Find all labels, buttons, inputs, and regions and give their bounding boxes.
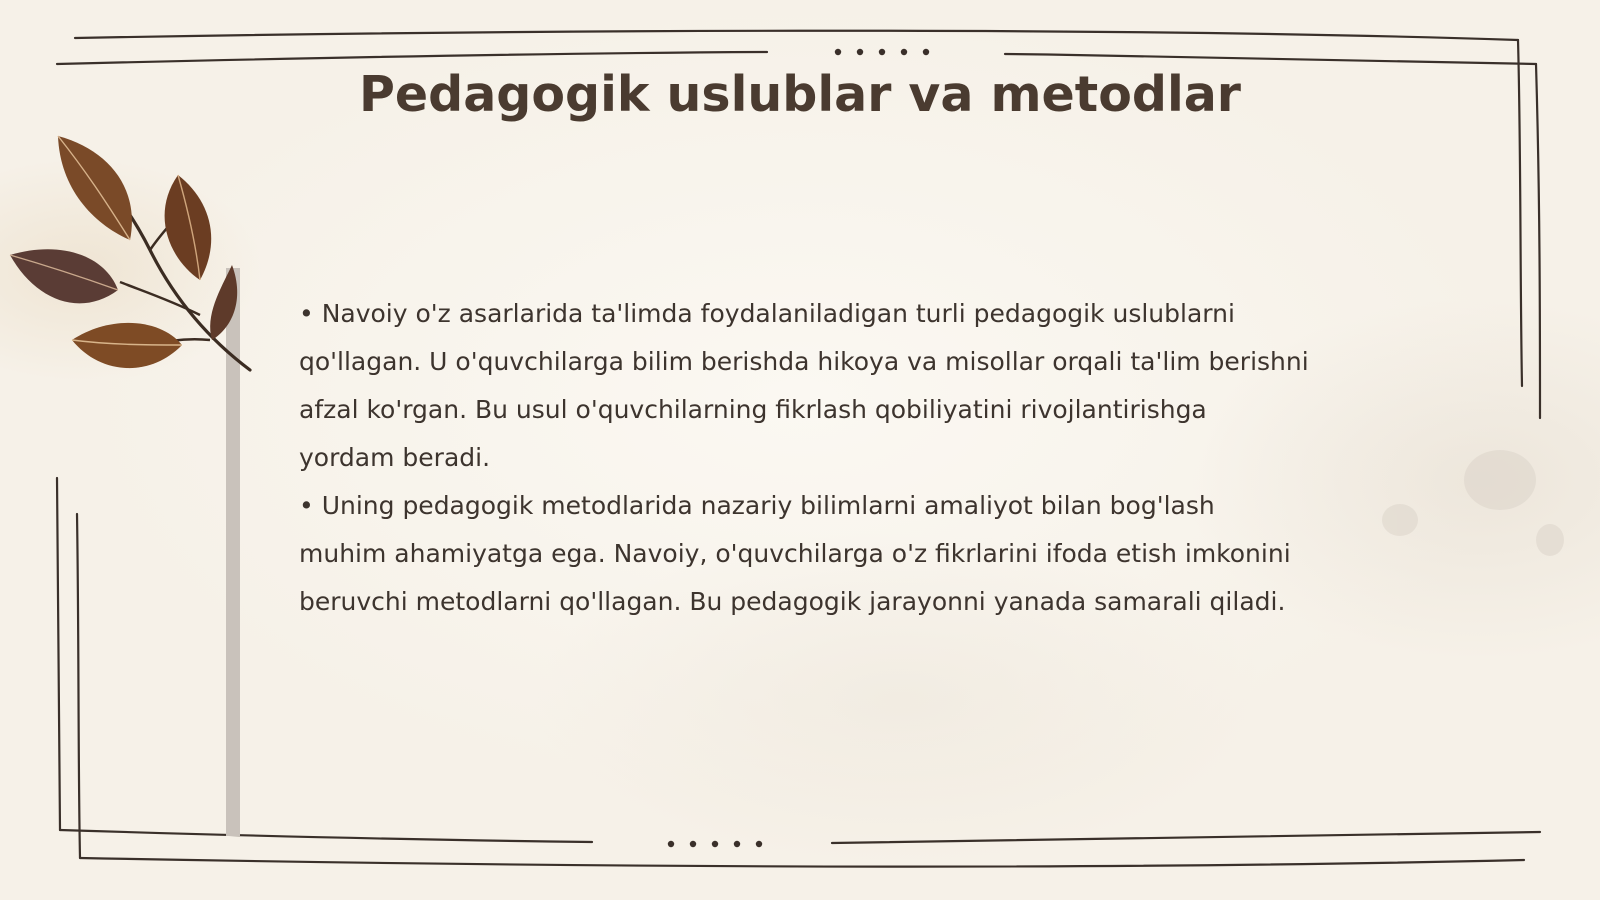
bottom-dots-ornament-icon <box>668 841 762 847</box>
slide-title: Pedagogik uslublar va metodlar <box>359 66 1241 123</box>
leaf-branch-icon <box>10 136 250 370</box>
top-dots-ornament-icon <box>835 49 929 55</box>
slide-body <box>299 290 1309 626</box>
paint-stain-decoration <box>1382 450 1564 556</box>
bullet-paragraph-2: • Uning pedagogik metodlarida nazariy bilimlarni amaliyot bilan bog'lash muhim ahamiyatga ega. Navoiy, o'quvchilarga o'z fikrlarini ifoda etish imkonini beruvchi metodlarni qo'llagan. Bu pedagogik jarayonni yanada samarali qiladi. <box>299 491 1291 616</box>
bullet-paragraph-1: • Navoiy o'z asarlarida ta'limda foydalaniladigan turli pedagogik uslublarni qo'llagan. U o'quvchilarga bilim berishda hikoya va misollar orqali ta'lim berishni afzal ko'rgan. Bu usul o'quvchilarning fikrlash qobiliyatini rivojlantirishga yordam beradi. <box>299 299 1309 472</box>
